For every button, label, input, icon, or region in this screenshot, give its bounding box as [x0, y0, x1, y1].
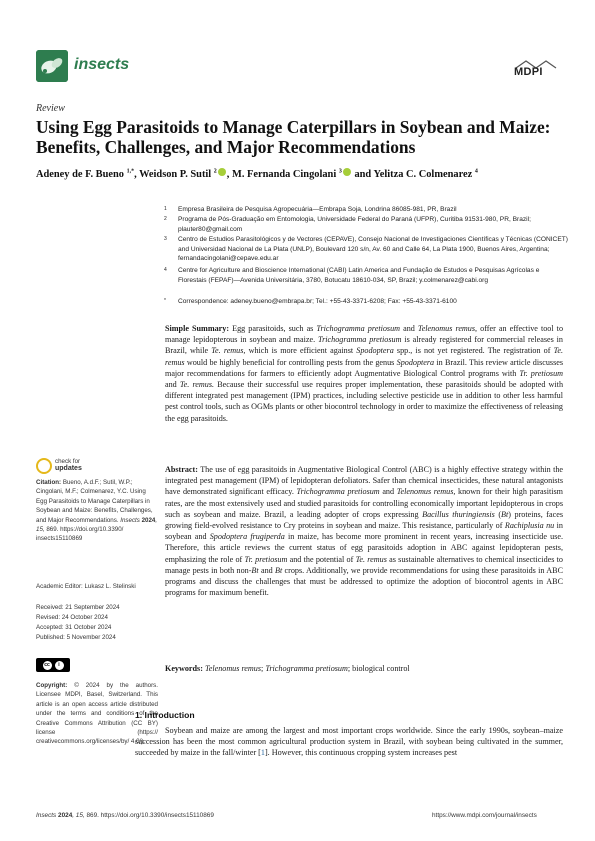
abstract-text: ) proteins, faces growing field-evolved resistance to Cry proteins in soybean and maize. This resistance, particularly of	[165, 509, 563, 531]
summary-text: and	[165, 380, 180, 390]
footer-journal: Insects	[36, 812, 57, 819]
affiliation-number: *	[164, 298, 166, 304]
correspondence	[164, 297, 568, 307]
orcid-icon[interactable]	[343, 168, 351, 176]
author-3[interactable]: M. Fernanda Cingolani	[232, 169, 337, 180]
species-name: Bt	[275, 565, 283, 575]
citation-block	[36, 478, 158, 544]
by-icon: i	[55, 661, 64, 670]
species-name: Te. remus	[211, 346, 244, 356]
abstract-text: , known for their high parasitism rates, are the most extensively used and studied parasitoids for controlling economically important lepidopterous in crops such as soybean and maize. Brazil, a leading adopter of crops expressing	[165, 487, 563, 519]
abstract-text: and	[258, 565, 276, 575]
footer-citation	[36, 812, 214, 819]
species-name: Te. remus	[355, 554, 387, 564]
summary-text: , which is more efficient against	[243, 346, 357, 356]
correspondence-text: Correspondence: adeney.bueno@embrapa.br; Tel.: +55-43-3371-6208; Fax: +55-43-3371-6100	[178, 298, 457, 305]
journal-logo	[36, 50, 68, 82]
abstract-label: Abstract:	[165, 465, 198, 474]
summary-text: is already registered for commercial releases in Brazil, while	[165, 335, 563, 356]
species-name: Spodoptera	[396, 357, 435, 367]
footer-year: 2024	[56, 812, 73, 819]
article-title: Using Egg Parasitoids to Manage Caterpillars in Soybean and Maize: Benefits, Challenges, and Major Recommendations	[36, 117, 551, 157]
abstract-text: in maize, has become more prominent in recent years, increasing insecticide use. Therefore, this article reviews the current status of egg parasitoids adoption in ABC against lepidopteran pests, emphasizing the role of	[165, 532, 564, 564]
species-name: Bacillus thuringiensis	[422, 509, 495, 519]
abstract-text: in soybean and	[165, 521, 563, 542]
check-updates-line1: check for	[55, 458, 81, 465]
footer-doi[interactable]: 869. https://doi.org/10.3390/insects15110869	[84, 812, 214, 819]
species-name: Telenomus remus	[396, 487, 454, 497]
species-name: Trichogramma pretiosum	[318, 335, 402, 345]
keyword: biological control	[352, 664, 410, 673]
citation-text: Bueno, A.d.F.; Sutil, W.P.; Cingolani, M.F.; Colmenarez, Y.C. Using Egg Parasitoids to Manage Caterpillars in Soybean and Maize: Benefits, Challenges, and Major Recommendations.	[36, 479, 153, 524]
author-conjunction: and	[354, 169, 372, 180]
abstract-text: (	[494, 509, 502, 519]
species-name: Te. remus.	[179, 380, 215, 390]
author-4[interactable]: Yelitza C. Colmenarez	[373, 169, 473, 180]
article-type: Review	[36, 103, 65, 114]
cc-by-license-icon[interactable]	[36, 658, 70, 672]
affiliation-2	[164, 215, 568, 234]
species-name: Te. remus	[165, 346, 564, 367]
affiliation-number: 4	[164, 267, 167, 273]
check-for-updates-label[interactable]	[55, 458, 82, 472]
orcid-icon[interactable]	[218, 168, 226, 176]
keyword: Telenomus remus	[204, 664, 262, 673]
author-separator: ,	[134, 169, 137, 180]
affiliation-text: Empresa Brasileira de Pesquisa Agropecuária—Embrapa Soja, Londrina 86085-981, PR, Brazil	[178, 206, 457, 213]
accepted-date: Accepted: 31 October 2024	[36, 624, 112, 631]
citation-label: Citation:	[36, 479, 62, 486]
abstract-text: and	[379, 487, 397, 497]
species-name: Tr. pretiosum	[244, 554, 288, 564]
species-name: Tr. pretiosum	[519, 368, 563, 378]
publisher-name[interactable]: MDPI	[514, 66, 543, 78]
published-date: Published: 5 November 2024	[36, 634, 116, 641]
footer-journal-url[interactable]: https://www.mdpi.com/journal/insects	[432, 812, 537, 819]
species-name: Trichogramma pretiosum	[296, 487, 380, 497]
section-heading: 1. Introduction	[135, 710, 195, 720]
copyright-text: © 2024 by the authors. Licensee MDPI, Basel, Switzerland. This article is an open access article distributed under the terms and conditions of the Creative Commons Attribution (CC BY) license (https:// creativecommons.org/licenses/by/ 4.0/).	[36, 682, 158, 746]
check-updates-line2: updates	[55, 465, 82, 472]
author-4-affiliation: 4	[474, 168, 478, 175]
summary-text: , offer an effective tool to manage lepidopterous in soybean and maize.	[165, 324, 564, 345]
summary-text: Egg parasitoids, such as	[229, 324, 317, 333]
abstract-text: as sustainable alternatives to chemical insecticides to manage pests in both non-	[165, 554, 563, 575]
summary-text: in Brazil. This review article discusses major recommendations for farmers to efficiently adopt Augmentative Biological Control programs with	[165, 357, 563, 378]
revised-date: Revised: 24 October 2024	[36, 614, 108, 621]
summary-text: Because their successful use requires proper implementation, these parasitoids should be adopted with different integrated pest management (IPM) practices, including selective pesticide use in addition to other less harmful pest control tools, such as OGMs plants or other biocontrol technology in order to maximize the effectiveness of releasing the egg parasitoids.	[165, 380, 564, 423]
academic-editor: Academic Editor: Lukasz L. Stelinski	[36, 583, 136, 590]
journal-name[interactable]: insects	[74, 56, 130, 73]
introduction-text: Soybean and maize are among the largest and most important crops worldwide. Since the early 1990s, soybean–maize succession has been the most common agricultural production system in Brazil, with soybean being cultivated in the summer, succeeded by maize in the fall/winter [	[135, 726, 563, 758]
cc-icon: cc	[44, 661, 50, 668]
author-separator: ,	[226, 169, 230, 180]
species-name: Spodoptera frugiperda	[209, 532, 285, 542]
affiliation-number: 1	[164, 206, 167, 212]
summary-text: spp., is not yet registered. The registration of	[393, 346, 554, 356]
citation-volume: , 15,	[36, 516, 158, 534]
author-3-affiliation: 3	[338, 168, 342, 175]
citation-doi[interactable]: 869. https://doi.org/10.3390/ insects15110869	[36, 526, 124, 543]
author-2-affiliation: 2	[213, 168, 217, 175]
simple-summary-label: Simple Summary:	[165, 324, 230, 333]
citation-year: 2024	[139, 516, 156, 524]
affiliation-3	[164, 235, 568, 264]
species-name: Bt	[251, 565, 259, 575]
introduction-paragraph	[135, 725, 563, 759]
species-name: Spodoptera	[356, 346, 394, 356]
simple-summary	[165, 323, 563, 424]
introduction-text: ]. However, this continuous cropping system increases pest	[264, 748, 458, 758]
summary-text: and	[400, 324, 418, 333]
footer-volume: , 15,	[72, 812, 85, 819]
insect-icon	[36, 50, 68, 82]
abstract	[165, 464, 563, 598]
copyright-label: Copyright:	[36, 682, 68, 689]
affiliation-1	[164, 205, 568, 215]
citation-journal: Insects	[120, 516, 140, 524]
abstract-text: The use of egg parasitoids in Augmentative Biological Control (ABC) is a highly effective strategy within the integrated pest management (IPM) of lepidopteran defoliators. Safer than chemical insecticides, these natural antagonists have demonstrated significant efficacy.	[165, 465, 563, 497]
keywords-label: Keywords:	[165, 664, 203, 673]
species-name: Telenomus remus	[417, 324, 476, 333]
author-list	[36, 168, 576, 180]
author-1-affiliation: 1,*	[126, 168, 135, 175]
check-for-updates-icon[interactable]	[36, 458, 52, 474]
abstract-text: crops. Additionally, we provide recommendations for using these parasitoids in ABC programs and discuss the challenges that must be addressed to optimize the adoption of biocontrol agents in ABC programs for maximum benefit.	[165, 565, 564, 598]
received-date: Received: 21 September 2024	[36, 604, 120, 611]
summary-text: would be highly beneficial for controlling pests from the genus	[184, 357, 397, 367]
species-name: Bt	[501, 509, 509, 519]
abstract-text: and the potential of	[287, 554, 356, 564]
affiliation-4	[164, 266, 568, 285]
affiliation-text: Programa de Pós-Graduação em Entomologia, Universidade Federal do Paraná (UFPR), Curitiba 91531-980, PR, Brazil; plauter80@gmail.com	[178, 216, 531, 233]
affiliation-number: 3	[164, 236, 167, 242]
author-1[interactable]: Adeney de F. Bueno	[36, 169, 124, 180]
keywords: Keywords: Telenomus remus; Trichogramma pretiosum; biological control	[165, 664, 410, 673]
species-name: Trichogramma pretiosum	[316, 324, 401, 333]
affiliation-text: Centre for Agriculture and Bioscience International (CABI) Latin America and Fundação de Estudos e Pesquisas Agrícolas e Florestais (FEPAF)—Avenida Universitária, 3780, Botucatu 18610-034, SP, Brazil; y.colmenarez@cabi.org	[178, 267, 540, 284]
affiliation-text: Centro de Estudios Parasitológicos y de Vectores (CEPAVE), Consejo Nacional de Investigaciones Científicas y Técnicas (CONICET) and Universidad Nacional de La Plata (UNLP), Boulevard 120 s/n, Av. 60 and Calle 64, La Plata 1900, Buenos Aires, Argentina; fernandacingolani@cepave.edu.ar	[178, 236, 568, 263]
citation-link[interactable]: 1	[260, 748, 265, 758]
affiliation-number: 2	[164, 216, 167, 222]
author-2[interactable]: Weidson P. Sutil	[139, 169, 212, 180]
keyword: Trichogramma pretiosum	[265, 664, 348, 673]
species-name: Rachiplusia nu	[504, 521, 555, 531]
